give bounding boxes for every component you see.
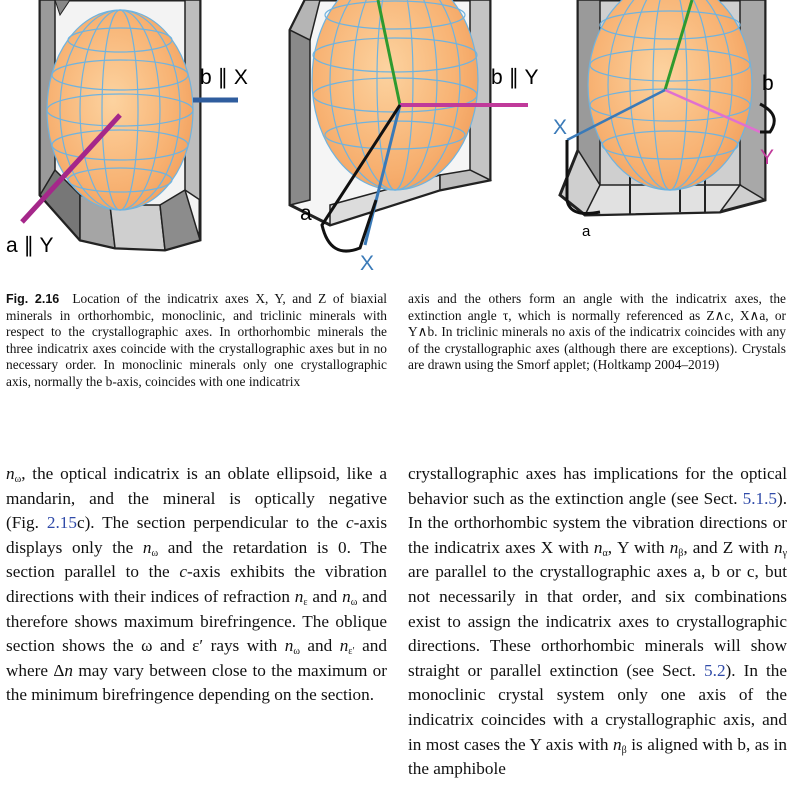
left-indicatrix: [47, 10, 193, 210]
caption-text-right: axis and the others form an angle with the indicatrix axes, the extinction angle τ, which is normally referenced as Z∧c, X∧a, or Y∧b. In triclinic minerals no axis of the indicatrix coincides with any of the crystallographic axes (although there are exceptions). Crystals are drawn using the Smorf applet; (Holtkamp 2004–2019): [408, 291, 786, 373]
left-a-y-label: a ∥ Y: [6, 234, 54, 257]
body-column-right: crystallographic axes has implications for the optical behavior such as the extinction angle (see Sect. 5.1.5). In the orthorhombic system the vibration directions or the indicatrix axes X with $n_\alpha$, Y with $n_\beta$, and Z with $n_\gamma$ are parallel to the crystallographic axes a, b or c, but not necessarily in that order, and six combinations exist to assign the indicatrix axes to crystallographic directions. These orthorhombic minerals will show straight or parallel extinction (see Sect. 5.2). In the monoclinic crystal system only one axis of the indicatrix coincides with a crystallographic axis, and in most cases the Y axis with $n_\beta$ is aligned with b, as in the amphibole: [408, 464, 788, 779]
caption-text-left: Location of the indicatrix axes X, Y, and Z of biaxial minerals in orthorhombic, monoclinic, and triclinic minerals with respect to the crystallographic axes. In orthorhombic minerals the three indicatrix axes coincide with the crystallographic axes but in no necessary order. In monoclinic minerals only one crystallographic axis, normally the b-axis, coincides with one indicatrix: [6, 291, 387, 389]
fig-ref-2-15[interactable]: 2.15: [46, 513, 77, 533]
sect-ref-5-1-5[interactable]: 5.1.5: [742, 488, 777, 508]
right-x-label: X: [553, 116, 568, 139]
right-y-label: Y: [760, 146, 775, 169]
middle-x-label: X: [360, 252, 375, 275]
right-a-label: a: [582, 223, 591, 240]
body-column-left: $n_\omega$, the optical indicatrix is an oblate ellipsoid, like a mandarin, and the mineral is optically negative (Fig. 2.15c). The section perpendicular to the c-axis displays only the $n_\omega$ and the retardation is 0. The section parallel to the c-axis exhibits the vibration directions with their indices of refraction $n_\varepsilon$ and $n_\omega$ and therefore shows maximum birefringence. The oblique section shows the ω and ε′ rays with $n_\omega$ and $n_{\varepsilon'}$ and where Δn may vary between close to the maximum or the minimum birefringence depending on the section.: [6, 464, 388, 705]
right-b-label: b: [762, 72, 774, 95]
figure-caption-right: [408, 291, 786, 374]
middle-a-label: a: [300, 202, 312, 225]
left-b-x-label: b ∥ X: [200, 66, 248, 89]
sect-ref-5-2[interactable]: 5.2: [704, 660, 726, 680]
figure-label: Fig. 2.16: [6, 292, 60, 306]
figure-caption-left: [6, 291, 387, 391]
figure-2-16: [0, 0, 800, 285]
middle-b-y-label: b ∥ Y: [491, 66, 539, 89]
